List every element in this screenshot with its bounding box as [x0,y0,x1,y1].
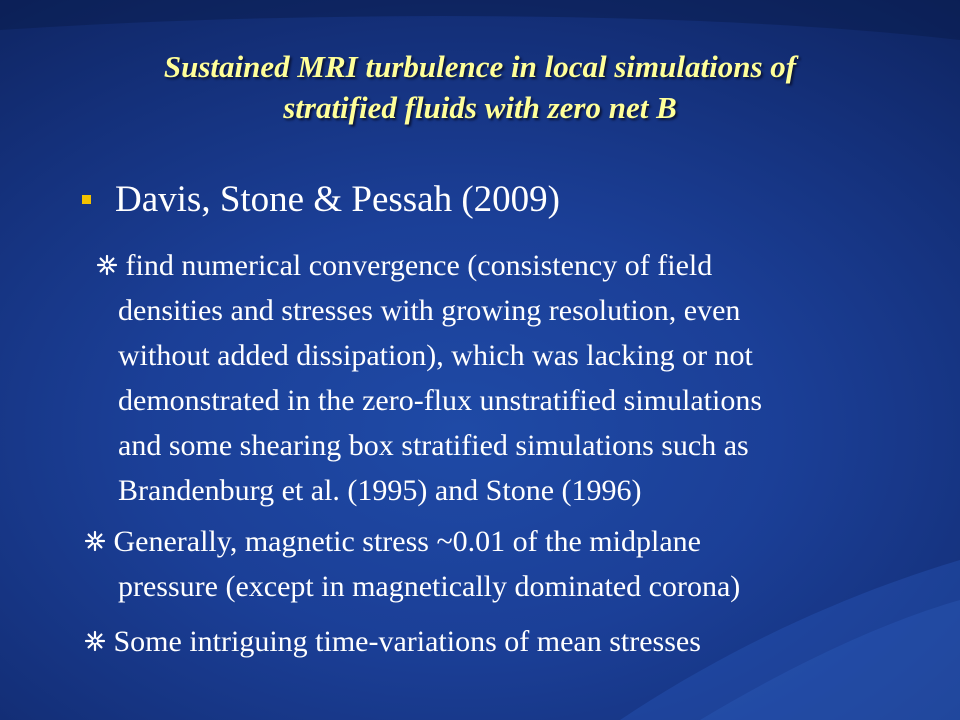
sub-bullet-text: Generally, magnetic stress ~0.01 of the midplane [113,525,701,558]
title-line: stratified fluids with zero net B [283,90,677,125]
sub-bullet-line [84,519,740,564]
square-bullet-icon [82,195,91,204]
asterisk-icon [96,254,118,276]
sub-bullet-line: demonstrated in the zero-flux unstratified simulations [118,384,763,417]
slide-title [40,46,920,128]
sub-bullet-line: without added dissipation), which was lacking or not [118,339,753,372]
asterisk-icon [84,530,106,552]
main-bullet-text: Davis, Stone & Pessah (2009) [115,179,560,220]
sub-bullet-line: pressure (except in magnetically dominated corona) [118,570,741,603]
sub-bullet-line: densities and stresses with growing resolution, even [118,294,741,327]
main-bullet [82,178,560,222]
sub-bullet-convergence [96,243,762,513]
sub-bullet-magnetic-stress [84,519,740,609]
sub-bullet-text: find numerical convergence (consistency of field [125,249,713,282]
sub-bullet-line: and some shearing box stratified simulations such as [118,429,749,462]
sub-bullet-line [84,619,701,664]
title-line: Sustained MRI turbulence in local simulations of [163,49,797,84]
sub-bullet-line [96,243,762,288]
sub-bullet-text: Some intriguing time-variations of mean stresses [113,625,701,658]
sub-bullet-line: Brandenburg et al. (1995) and Stone (1996) [118,474,642,507]
asterisk-icon [84,630,106,652]
sub-bullet-time-variations [84,619,701,664]
